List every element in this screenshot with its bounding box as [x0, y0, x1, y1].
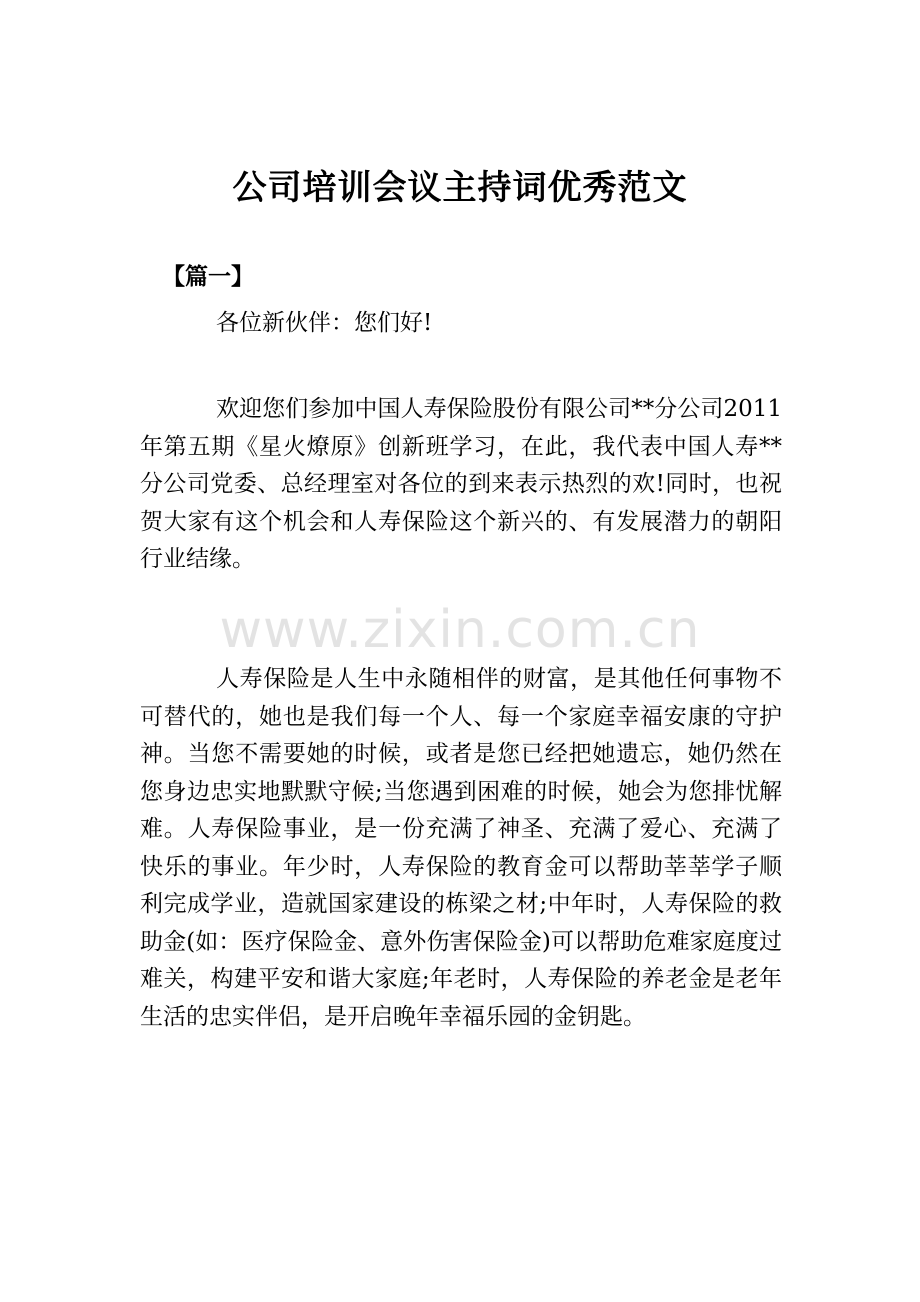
paragraph-welcome: 欢迎您们参加中国人寿保险股份有限公司**分公司2011年第五期《星火燎原》创新班学习，在此，我代表中国人寿**分公司党委、总经理室对各位的到来表示热烈的欢!同时，也祝贺大家有这个机会和人寿保险这个新兴的、有发展潜力的朝阳行业结缘。 [140, 396, 782, 572]
section-label: 【篇一】 [162, 263, 254, 290]
watermark-text: www.zixin.com.cn [219, 600, 701, 660]
greeting-line: 各位新伙伴：您们好! [216, 310, 433, 336]
document-title: 公司培训会议主持词优秀范文 [232, 168, 688, 208]
paragraph-life-insurance: 人寿保险是人生中永随相伴的财富，是其他任何事物不可替代的，她也是我们每一个人、每一个家庭幸福安康的守护神。当您不需要她的时候，或者是您已经把她遗忘，她仍然在您身边忠实地默默守候;当您遇到困难的时候，她会为您排忧解难。人寿保险事业，是一份充满了神圣、充满了爱心、充满了快乐的事业。年少时，人寿保险的教育金可以帮助莘莘学子顺利完成学业，造就国家建设的栋梁之材;中年时，人寿保险的救助金(如：医疗保险金、意外伤害保险金)可以帮助危难家庭度过难关，构建平安和谐大家庭;年老时，人寿保险的养老金是老年生活的忠实伴侣，是开启晚年幸福乐园的金钥匙。 [140, 666, 782, 1030]
